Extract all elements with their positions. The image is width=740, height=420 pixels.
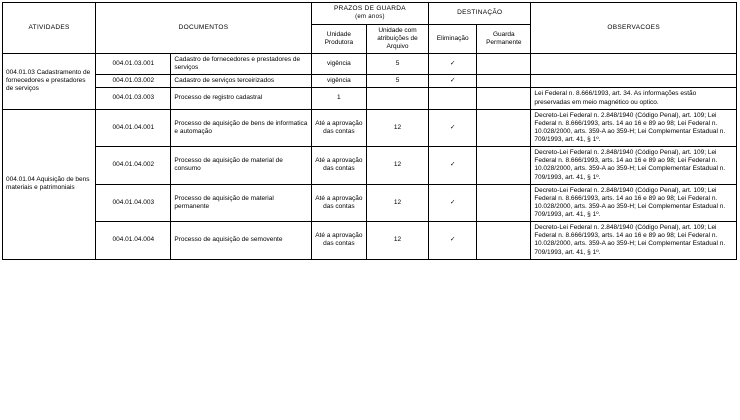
document-title: Processo de registro cadastral [171, 88, 311, 109]
header-eliminacao: Eliminação [429, 24, 477, 53]
header-prazos-note: (em anos) [355, 14, 385, 21]
document-title: Processo de aquisição de semovente [171, 222, 311, 260]
document-code: 004.01.04.004 [96, 222, 171, 260]
header-observacoes: OBSERVACOES [531, 3, 737, 54]
observations-cell: Decreto-Lei Federal n. 2.848/1940 (Código Penal), art. 109; Lei Federal n. 8.666/1993, arts. 14 ao 16 e 89 ao 98; Lei Federal n. 10.028/2000, arts. 359-A ao 359-H; Lei Complementar Estadual n. 709/1993, art. 41, § 1º. [531, 147, 737, 185]
document-code: 004.01.03.001 [96, 54, 171, 75]
header-documentos: DOCUMENTOS [96, 3, 312, 54]
observations-cell [531, 54, 737, 75]
header-unidade-arquivo: Unidade com atribuições de Arquivo [366, 24, 428, 53]
document-code: 004.01.04.002 [96, 147, 171, 185]
document-code: 004.01.04.001 [96, 109, 171, 147]
term-unidade-arquivo: 12 [366, 184, 428, 222]
checkmark-icon-guarda-permanente [477, 184, 531, 222]
observations-cell: Lei Federal n. 8.666/1993, art. 34. As informações estão preservadas em meio magnético ou optico. [531, 88, 737, 109]
checkmark-icon-guarda-permanente [477, 147, 531, 185]
header-unidade-produtora: Unidade Produtora [311, 24, 366, 53]
activity-cell: 004.01.03 Cadastramento de fornecedores e prestadores de serviços [3, 54, 96, 110]
term-unidade-arquivo: 12 [366, 222, 428, 260]
document-code: 004.01.03.002 [96, 75, 171, 88]
activity-cell: 004.01.04 Aquisição de bens materiais e patrimoniais [3, 109, 96, 259]
term-unidade-produtora: Até a aprovação das contas [311, 109, 366, 147]
document-title: Cadastro de fornecedores e prestadores de serviços [171, 54, 311, 75]
term-unidade-produtora: Até a aprovação das contas [311, 184, 366, 222]
checkmark-icon-eliminacao: ✓ [429, 75, 477, 88]
table-header-row-1 [3, 3, 737, 25]
observations-cell: Decreto-Lei Federal n. 2.848/1940 (Código Penal), art. 109; Lei Federal n. 8.666/1993, arts. 14 ao 16 e 89 ao 98; Lei Federal n. 10.028/2000, arts. 359-A ao 359-H; Lei Complementar Estadual n. 709/1993, art. 41, § 1º. [531, 222, 737, 260]
observations-cell [531, 75, 737, 88]
checkmark-icon-guarda-permanente [477, 88, 531, 109]
table-row [3, 75, 737, 88]
checkmark-icon-eliminacao: ✓ [429, 184, 477, 222]
table-row [3, 184, 737, 222]
header-guarda-permanente: Guarda Permanente [477, 24, 531, 53]
document-title: Cadastro de serviços terceirizados [171, 75, 311, 88]
checkmark-icon-eliminacao: ✓ [429, 147, 477, 185]
checkmark-icon-guarda-permanente [477, 75, 531, 88]
header-prazos-label: PRAZOS DE GUARDA [333, 5, 406, 12]
retention-schedule-table [2, 2, 737, 260]
checkmark-icon-guarda-permanente [477, 109, 531, 147]
header-prazos-de-guarda [311, 3, 428, 25]
observations-cell: Decreto-Lei Federal n. 2.848/1940 (Código Penal), art. 109; Lei Federal n. 8.666/1993, arts. 14 ao 16 e 89 ao 98; Lei Federal n. 10.028/2000, arts. 359-A ao 359-H; Lei Complementar Estadual n. 709/1993, art. 41, § 1º. [531, 109, 737, 147]
table-row [3, 222, 737, 260]
header-atividades: ATIVIDADES [3, 3, 96, 54]
document-title: Processo de aquisição de material permanente [171, 184, 311, 222]
term-unidade-arquivo: 12 [366, 109, 428, 147]
checkmark-icon-eliminacao [429, 88, 477, 109]
checkmark-icon-eliminacao: ✓ [429, 222, 477, 260]
term-unidade-arquivo [366, 88, 428, 109]
checkmark-icon-eliminacao: ✓ [429, 109, 477, 147]
checkmark-icon-guarda-permanente [477, 54, 531, 75]
document-title: Processo de aquisição de material de consumo [171, 147, 311, 185]
checkmark-icon-eliminacao: ✓ [429, 54, 477, 75]
term-unidade-arquivo: 5 [366, 54, 428, 75]
term-unidade-produtora: vigência [311, 75, 366, 88]
checkmark-icon-guarda-permanente [477, 222, 531, 260]
document-title: Processo de aquisição de bens de informatica e automação [171, 109, 311, 147]
term-unidade-produtora: vigência [311, 54, 366, 75]
term-unidade-arquivo: 5 [366, 75, 428, 88]
table-row [3, 109, 737, 147]
table-row [3, 54, 737, 75]
header-destinacao: DESTINAÇÃO [429, 3, 531, 25]
term-unidade-produtora: Até a aprovação das contas [311, 222, 366, 260]
term-unidade-produtora: Até a aprovação das contas [311, 147, 366, 185]
term-unidade-arquivo: 12 [366, 147, 428, 185]
document-code: 004.01.04.003 [96, 184, 171, 222]
term-unidade-produtora: 1 [311, 88, 366, 109]
table-row [3, 88, 737, 109]
observations-cell: Decreto-Lei Federal n. 2.848/1940 (Código Penal), art. 109; Lei Federal n. 8.666/1993, arts. 14 ao 16 e 89 ao 98; Lei Federal n. 10.028/2000, arts. 359-A ao 359-H; Lei Complementar Estadual n. 709/1993, art. 41, § 1º. [531, 184, 737, 222]
table-row [3, 147, 737, 185]
document-code: 004.01.03.003 [96, 88, 171, 109]
